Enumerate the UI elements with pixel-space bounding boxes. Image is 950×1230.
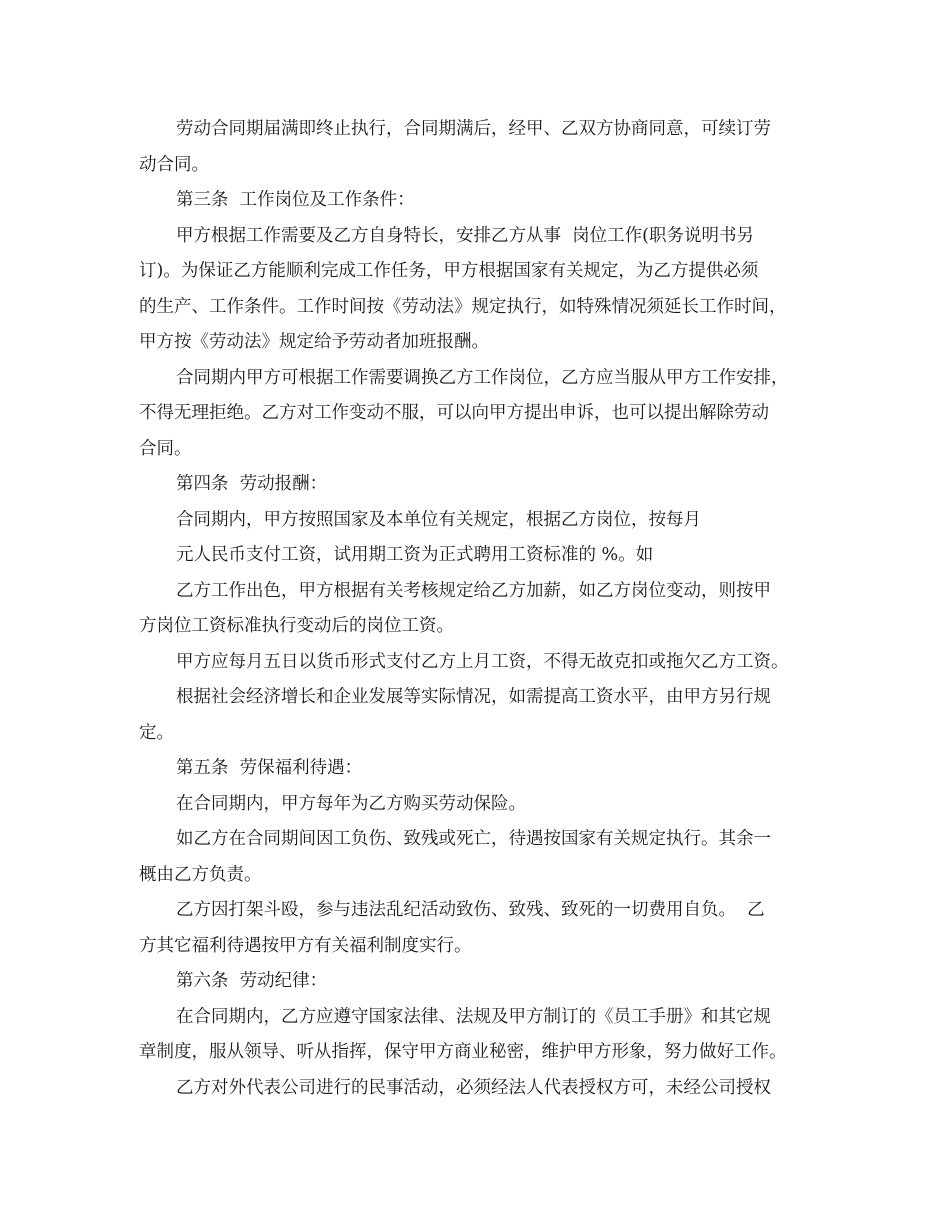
document-text-line: 甲方按《劳动法》规定给予劳动者加班报酬。: [139, 332, 489, 352]
document-text-line: 概由乙方负责。: [139, 864, 262, 885]
document-text-line: 在合同期内，甲方每年为乙方购买劳动保险。: [176, 793, 526, 814]
document-text-line: 劳动合同期届满即终止执行，合同期满后，经甲、乙双方协商同意，可续订劳: [176, 119, 771, 139]
document-text-line: 合同期内甲方可根据工作需要调换乙方工作岗位，乙方应当服从甲方工作安排，: [176, 367, 789, 388]
document-text-line: 方岗位工资标准执行变动后的岗位工资。: [139, 616, 454, 636]
document-text-line: 第四条 劳动报酬：: [176, 474, 328, 494]
document-text-line: 方其它福利待遇按甲方有关福利制度实行。: [139, 935, 472, 956]
document-text-line: 第五条 劳保福利待遇：: [176, 758, 363, 778]
document-text-line: 如乙方在合同期间因工负伤、致残或死亡，待遇按国家有关规定执行。其余一: [176, 829, 771, 849]
document-text-line: 订)。为保证乙方能顺利完成工作任务，甲方根据国家有关规定，为乙方提供必须: [139, 261, 759, 281]
document-text-line: 章制度，服从领导、听从指挥，保守甲方商业秘密，维护甲方形象，努力做好工作。: [139, 1042, 787, 1062]
document-text-line: 根据社会经济增长和企业发展等实际情况，如需提高工资水平，由甲方另行规: [176, 687, 771, 707]
document-body: [139, 112, 829, 1106]
document-text-line: 合同。: [139, 438, 192, 459]
document-text-line: 第三条 工作岗位及工作条件：: [176, 190, 415, 210]
document-text-line: 的生产、工作条件。工作时间按《劳动法》规定执行，如特殊情况须延长工作时间，: [139, 296, 787, 317]
document-text-line: 合同期内，甲方按照国家及本单位有关规定，根据乙方岗位，按每月: [176, 509, 701, 530]
document-text-line: 第六条 劳动纪律：: [176, 971, 328, 991]
document-text-line: 不得无理拒绝。乙方对工作变动不服，可以向甲方提出申诉，也可以提出解除劳动: [139, 403, 769, 423]
document-text-line: 乙方工作出色，甲方根据有关考核规定给乙方加薪，如乙方岗位变动，则按甲: [176, 580, 771, 601]
document-text-line: 元人民币支付工资，试用期工资为正式聘用工资标准的 %。如: [176, 545, 654, 565]
document-text-line: 定。: [139, 722, 174, 743]
document-text-line: 在合同期内，乙方应遵守国家法律、法规及甲方制订的《员工手册》和其它规: [176, 1006, 771, 1027]
document-text-line: 甲方根据工作需要及乙方自身特长，安排乙方从事 岗位工作(职务说明书另: [176, 225, 754, 246]
document-text-line: 乙方因打架斗殴，参与违法乱纪活动致伤、致残、致死的一切费用自负。 乙: [176, 900, 765, 920]
document-text-line: 动合同。: [139, 154, 209, 175]
document-text-line: 甲方应每月五日以货币形式支付乙方上月工资，不得无故克扣或拖欠乙方工资。: [176, 651, 789, 672]
document-text-line: 乙方对外代表公司进行的民事活动，必须经法人代表授权方可，未经公司授权: [176, 1077, 771, 1098]
